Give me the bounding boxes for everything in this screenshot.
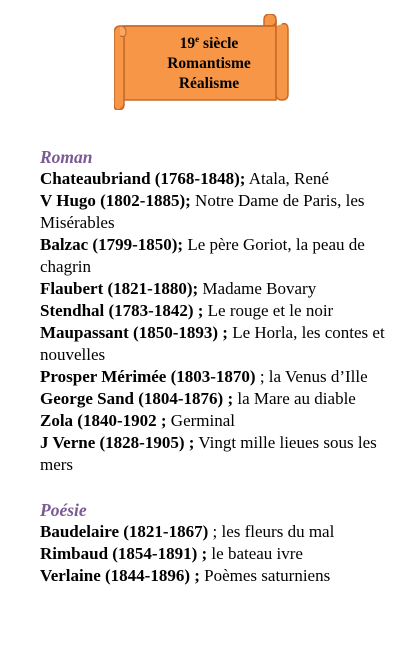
author-name: Rimbaud (1854-1891) ; — [40, 544, 208, 563]
list-item — [40, 234, 412, 278]
works-text: la Mare au diable — [233, 389, 356, 408]
banner-line-3: Réalisme — [178, 75, 240, 92]
list-item — [40, 168, 412, 190]
section-roman — [40, 146, 412, 476]
author-name: J Verne (1828-1905) ; — [40, 433, 195, 452]
list-item — [40, 388, 412, 410]
title-banner — [114, 14, 292, 110]
works-text: Atala, René — [245, 169, 329, 188]
works-text: Notre Dame de Paris, les Misérables — [40, 191, 365, 232]
works-text: Madame Bovary — [198, 279, 317, 298]
banner-line-1: 19e siècle — [179, 34, 239, 52]
works-text: Le père Goriot, la peau de chagrin — [40, 235, 365, 276]
author-name: Chateaubriand (1768-1848); — [40, 169, 246, 188]
author-name: Flaubert (1821-1880); — [40, 279, 199, 298]
list-item — [40, 410, 412, 432]
list-item — [40, 322, 412, 366]
works-text: Vingt mille lieues sous les mers — [40, 433, 377, 474]
author-name: George Sand (1804-1876) ; — [40, 389, 234, 408]
author-name: Stendhal (1783-1842) ; — [40, 301, 204, 320]
list-item — [40, 543, 412, 565]
list-item — [40, 278, 412, 300]
section-title: Roman — [40, 147, 93, 167]
author-name: Maupassant (1850-1893) ; — [40, 323, 228, 342]
list-item — [40, 521, 412, 543]
list-item — [40, 300, 412, 322]
literature-list — [40, 146, 412, 587]
works-text: le bateau ivre — [207, 544, 303, 563]
works-text: Le Horla, les contes et nouvelles — [40, 323, 385, 364]
author-name: Baudelaire (1821-1867) — [40, 522, 209, 541]
banner-title — [134, 34, 284, 94]
works-text: Poèmes saturniens — [199, 566, 331, 585]
list-item — [40, 565, 412, 587]
works-text: Germinal — [166, 411, 235, 430]
author-name: Prosper Mérimée (1803-1870) — [40, 367, 256, 386]
works-text: ; les fleurs du mal — [208, 522, 335, 541]
list-item — [40, 190, 412, 234]
list-item — [40, 432, 412, 476]
author-name: V Hugo (1802-1885); — [40, 191, 191, 210]
section-title: Poésie — [40, 500, 87, 520]
author-name: Verlaine (1844-1896) ; — [40, 566, 200, 585]
list-item — [40, 366, 412, 388]
author-name: Zola (1840-1902 ; — [40, 411, 167, 430]
works-text: ; la Venus d’Ille — [255, 367, 368, 386]
works-text: Le rouge et le noir — [203, 301, 334, 320]
banner-line-2: Romantisme — [167, 55, 251, 72]
section-poesie — [40, 499, 412, 587]
author-name: Balzac (1799-1850); — [40, 235, 184, 254]
section-spacer — [40, 476, 412, 499]
